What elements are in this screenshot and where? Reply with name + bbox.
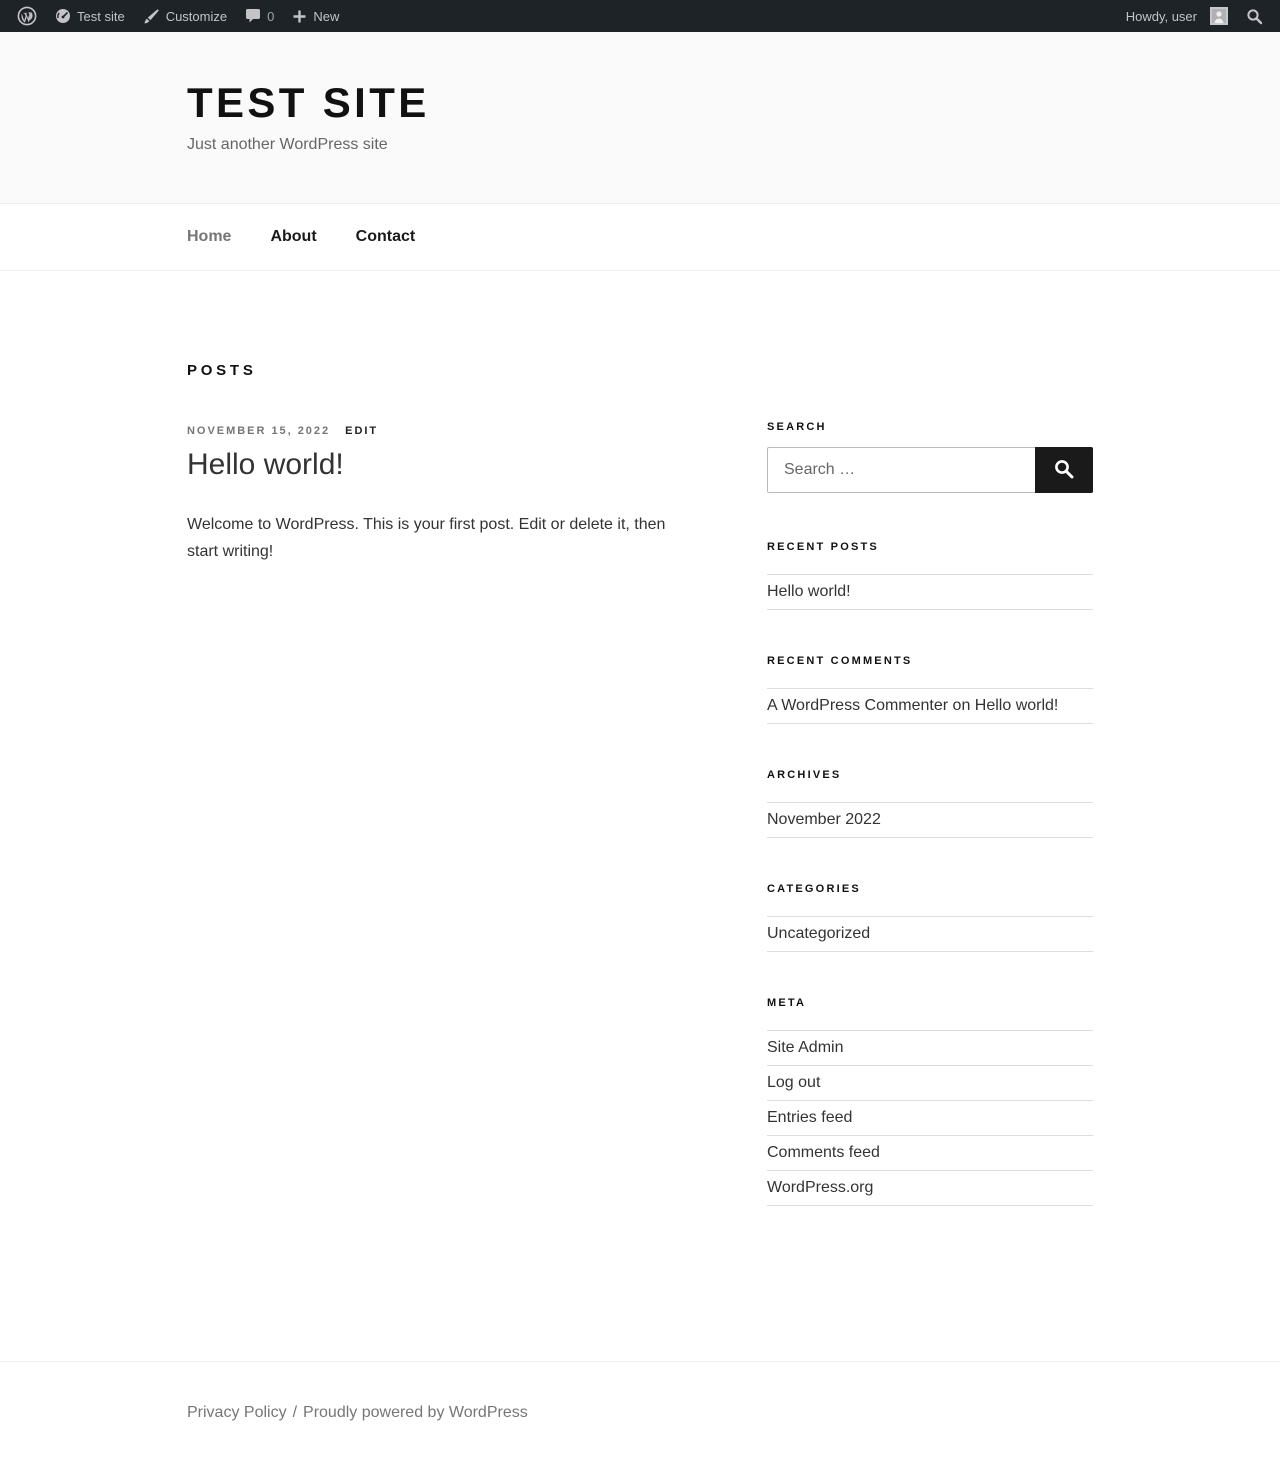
archive-item — [767, 803, 1093, 838]
site-header — [0, 32, 1280, 203]
post-meta — [187, 425, 687, 437]
page-title: POSTS — [187, 362, 257, 380]
admin-bar-search-button[interactable] — [1237, 0, 1272, 32]
recent-comments-widget — [767, 655, 1093, 724]
admin-bar-comments[interactable] — [236, 0, 283, 32]
nav-item-about[interactable]: About — [270, 228, 317, 246]
site-footer — [0, 1361, 1280, 1462]
admin-bar-comments-count: 0 — [267, 8, 275, 24]
category-item — [767, 917, 1093, 952]
entries-feed-link[interactable]: Entries feed — [767, 1109, 853, 1127]
meta-item-log-out — [767, 1066, 1093, 1101]
archives-title: ARCHIVES — [767, 769, 842, 782]
category-link[interactable]: Uncategorized — [767, 925, 871, 943]
admin-bar-new-label: New — [313, 8, 340, 24]
avatar — [1210, 7, 1228, 25]
recent-comment-item — [767, 689, 1093, 724]
archive-link[interactable]: November 2022 — [767, 811, 881, 829]
meta-item-site-admin — [767, 1031, 1093, 1066]
log-out-link[interactable]: Log out — [767, 1074, 821, 1092]
admin-bar-customize-label: Customize — [165, 8, 228, 24]
admin-bar-site-name[interactable] — [46, 0, 134, 32]
post-body: Welcome to WordPress. This is your first post. Edit or delete it, then start writing! — [187, 515, 666, 560]
wordpress-org-link[interactable]: WordPress.org — [767, 1179, 874, 1197]
search-widget — [767, 421, 1093, 493]
post-date-link[interactable]: NOVEMBER 15, 2022 — [187, 425, 331, 438]
posts-column — [187, 362, 687, 1251]
wordpress-logo-icon — [17, 6, 37, 26]
wp-logo-menu[interactable] — [8, 0, 46, 32]
meta-item-wordpress-org — [767, 1171, 1093, 1206]
meta-item-comments-feed — [767, 1136, 1093, 1171]
search-form — [767, 447, 1093, 493]
admin-bar-site-name-label: Test site — [77, 8, 125, 24]
recent-post-item — [767, 575, 1093, 610]
meta-title: META — [767, 997, 807, 1010]
comment-post-link[interactable]: Hello world! — [974, 697, 1059, 715]
comments-bubble-icon — [245, 8, 261, 24]
search-icon — [1246, 8, 1263, 25]
post-edit-link[interactable]: EDIT — [345, 425, 379, 438]
archives-widget — [767, 769, 1093, 838]
search-submit-button[interactable] — [1035, 447, 1093, 493]
admin-bar — [0, 0, 1280, 32]
privacy-policy-link[interactable]: Privacy Policy — [187, 1404, 287, 1422]
plus-icon — [292, 9, 307, 24]
footer-separator: / — [292, 1404, 298, 1422]
meta-widget — [767, 997, 1093, 1206]
comments-feed-link[interactable]: Comments feed — [767, 1144, 880, 1162]
site-admin-link[interactable]: Site Admin — [767, 1039, 844, 1057]
meta-item-entries-feed — [767, 1101, 1093, 1136]
search-widget-title: SEARCH — [767, 421, 827, 434]
recent-posts-title: RECENT POSTS — [767, 541, 879, 554]
admin-bar-customize[interactable] — [134, 0, 236, 32]
comment-connector: on — [948, 697, 975, 715]
comment-author-link[interactable]: A WordPress Commenter — [767, 697, 949, 715]
post-article — [187, 425, 687, 565]
dashboard-gauge-icon — [55, 8, 71, 24]
main-navigation — [0, 203, 1280, 271]
site-tagline: Just another WordPress site — [187, 136, 388, 154]
powered-by-link[interactable]: Proudly powered by WordPress — [303, 1404, 528, 1422]
admin-bar-new[interactable] — [283, 0, 348, 32]
recent-post-link[interactable]: Hello world! — [767, 583, 851, 601]
categories-title: CATEGORIES — [767, 883, 861, 896]
admin-bar-my-account[interactable] — [1117, 0, 1237, 32]
categories-widget — [767, 883, 1093, 952]
recent-posts-widget — [767, 541, 1093, 610]
nav-item-home[interactable]: Home — [187, 228, 232, 246]
sidebar — [767, 362, 1093, 1251]
nav-item-contact[interactable]: Contact — [355, 228, 416, 246]
howdy-text: Howdy, user — [1125, 8, 1197, 24]
main-content — [187, 271, 1093, 1361]
recent-comments-title: RECENT COMMENTS — [767, 655, 913, 668]
site-title[interactable]: TEST SITE — [187, 79, 430, 126]
post-title-link[interactable]: Hello world! — [187, 448, 344, 482]
customize-brush-icon — [143, 8, 160, 25]
magnifier-icon — [1053, 458, 1075, 483]
